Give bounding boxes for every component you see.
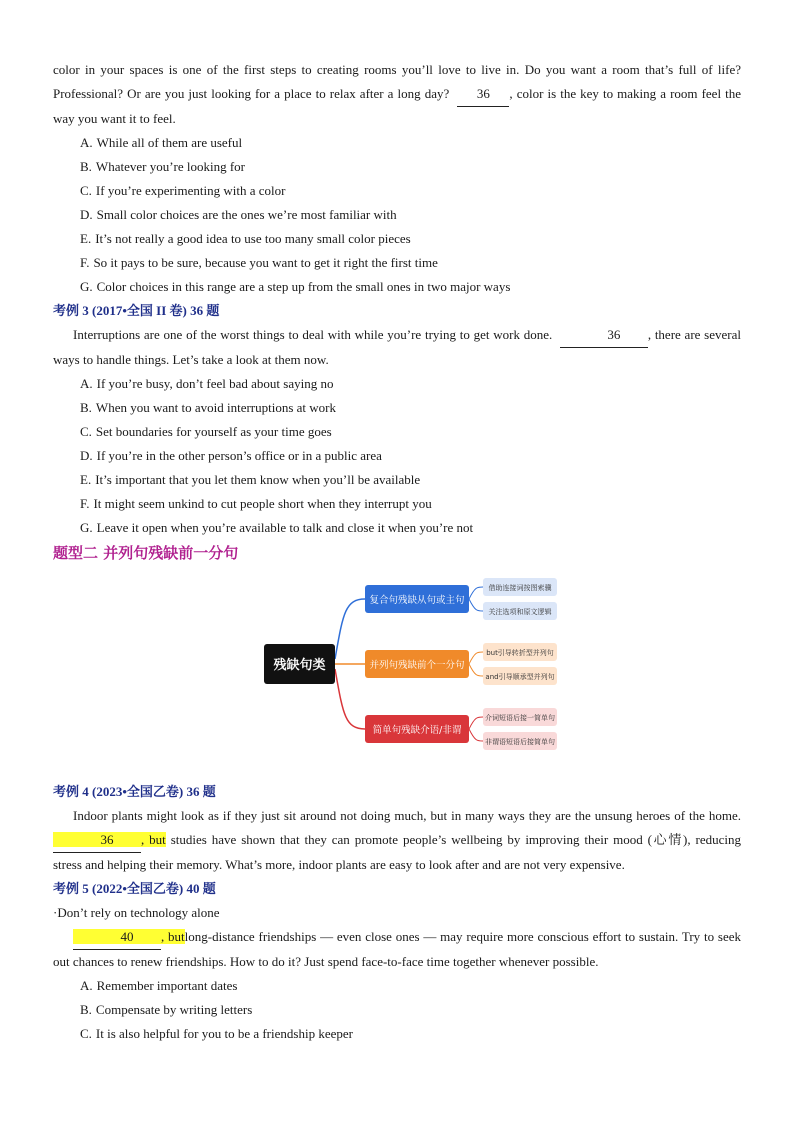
option-item[interactable] xyxy=(80,275,741,299)
option-letter: A. xyxy=(80,376,93,391)
blank-36[interactable]: 36 xyxy=(560,323,648,348)
example4-text xyxy=(53,804,741,877)
mind-map-svg xyxy=(53,574,741,774)
blank-40[interactable]: 40 xyxy=(73,925,161,950)
example3-text-b: , there are several ways to handle things. Let’s take a look at them now. xyxy=(53,327,741,367)
example4-text-a: Indoor plants might look as if they just sit around not doing much, but in many ways they are the unsung heroes of the home. xyxy=(73,808,741,823)
example3-text-a: Interruptions are one of the worst things to deal with while you’re trying to get work done. xyxy=(73,327,553,342)
leaf-connector xyxy=(469,587,483,599)
option-text: If you’re busy, don’t feel bad about saying no xyxy=(96,376,334,391)
option-item[interactable] xyxy=(80,179,741,203)
option-letter: A. xyxy=(80,135,93,150)
connector-line xyxy=(335,599,365,659)
option-letter: B. xyxy=(80,1002,92,1017)
option-letter: B. xyxy=(80,400,92,415)
option-text: Whatever you’re looking for xyxy=(95,159,246,174)
mind-map-diagram xyxy=(53,574,741,774)
blank-36[interactable]: 36 xyxy=(457,82,509,107)
option-letter: A. xyxy=(80,978,93,993)
branch-node xyxy=(365,708,557,750)
branch-node xyxy=(365,578,557,620)
leaf-connector xyxy=(469,664,483,676)
option-text: It’s not really a good idea to use too many small color pieces xyxy=(95,231,411,246)
option-item[interactable] xyxy=(80,420,741,444)
example5-subtitle: ·Don’t rely on technology alone xyxy=(53,905,220,920)
option-text: If you’re in the other person’s office or in a public area xyxy=(96,448,382,463)
option-letter: G. xyxy=(80,520,93,535)
branch-label: 并列句残缺前个一分句 xyxy=(369,660,465,671)
option-item[interactable] xyxy=(80,468,741,492)
option-item[interactable] xyxy=(80,974,741,998)
example5-heading: 考例 5 (2022•全国乙卷) 40 题 xyxy=(53,881,216,896)
leaf-label: 非谓语短语后接简单句 xyxy=(485,738,555,746)
option-letter: E. xyxy=(80,472,92,487)
branch-label: 简单句残缺介语/非谓 xyxy=(372,725,462,736)
option-text: Compensate by writing letters xyxy=(95,1002,253,1017)
conjunction-but: , but xyxy=(141,832,166,847)
option-item[interactable] xyxy=(80,444,741,468)
option-text: Remember important dates xyxy=(96,978,238,993)
option-item[interactable] xyxy=(80,372,741,396)
option-item[interactable] xyxy=(80,203,741,227)
option-text: It is also helpful for you to be a friendship keeper xyxy=(95,1026,353,1041)
option-item[interactable] xyxy=(80,396,741,420)
branch-label: 复合句残缺从句或主句 xyxy=(369,595,465,606)
leaf-connector xyxy=(469,652,483,664)
option-text: Leave it open when you’re available to talk and close it when you’re not xyxy=(96,520,474,535)
leaf-label: and引导顺承型并列句 xyxy=(485,673,555,681)
branch-node xyxy=(365,643,557,685)
option-letter: C. xyxy=(80,424,92,439)
option-item[interactable] xyxy=(80,131,741,155)
connector-line xyxy=(335,669,365,729)
leaf-label: 介词短语后接一简单句 xyxy=(485,714,555,722)
leaf-label: 借助连接词按图索骥 xyxy=(488,584,552,592)
example5-text xyxy=(53,925,741,974)
option-letter: C. xyxy=(80,183,92,198)
root-label: 残缺句类 xyxy=(273,658,326,673)
example3-options xyxy=(53,372,741,540)
blank-36[interactable]: 36 xyxy=(53,828,141,853)
passage1-options xyxy=(53,131,741,299)
example4-heading: 考例 4 (2023•全国乙卷) 36 题 xyxy=(53,784,216,799)
example3-heading: 考例 3 (2017•全国 II 卷) 36 题 xyxy=(53,303,220,318)
passage1-text-a: color in your spaces is one of the first steps to creating rooms you’ll love to live in. Do you want a room that’s full of life? Professional? Or are you just looking for a place to relax after a long day? xyxy=(53,62,741,101)
conjunction-but: , but xyxy=(161,929,185,944)
option-text: It might seem unkind to cut people short when they interrupt you xyxy=(93,496,432,511)
section-title: 题型二 并列句残缺前一分句 xyxy=(53,544,239,562)
option-letter: C. xyxy=(80,1026,92,1041)
leaf-connector xyxy=(469,599,483,611)
option-item[interactable] xyxy=(80,155,741,179)
example4-text-b: studies have shown that they can promote people’s wellbeing by improving their mood (心情), reducing stress and helping their memory. What’s more, indoor plants are easy to look after and are not very expensive. xyxy=(53,832,741,872)
option-item[interactable] xyxy=(80,492,741,516)
leaf-label: but引导转折型并列句 xyxy=(486,649,554,657)
leaf-connector xyxy=(469,729,483,741)
option-letter: G. xyxy=(80,279,93,294)
option-letter: F. xyxy=(80,496,90,511)
option-text: Set boundaries for yourself as your time goes xyxy=(95,424,332,439)
option-text: When you want to avoid interruptions at work xyxy=(95,400,337,415)
example5-options xyxy=(53,974,741,1046)
option-text: While all of them are useful xyxy=(96,135,243,150)
example3-text xyxy=(53,323,741,372)
leaf-connector xyxy=(469,717,483,729)
example5-text-b: long-distance friendships — even close ones — may require more conscious effort to sustain. Try to seek out chances to renew friendships. How to do it? Just spend face-to-face time together whenever possible. xyxy=(53,929,741,969)
document-page xyxy=(53,58,741,1046)
option-item[interactable] xyxy=(80,516,741,540)
option-item[interactable] xyxy=(80,1022,741,1046)
option-letter: D. xyxy=(80,207,93,222)
option-item[interactable] xyxy=(80,998,741,1022)
option-text: Color choices in this range are a step up from the small ones in two major ways xyxy=(96,279,511,294)
option-item[interactable] xyxy=(80,227,741,251)
passage1-text-b: , color is the key to making a room feel the way you want it to feel. xyxy=(53,86,741,126)
leaf-label: 关注选项和原文逻辑 xyxy=(488,608,552,616)
option-letter: F. xyxy=(80,255,90,270)
option-text: It’s important that you let them know when you’ll be available xyxy=(95,472,421,487)
option-letter: B. xyxy=(80,159,92,174)
option-letter: E. xyxy=(80,231,92,246)
option-text: If you’re experimenting with a color xyxy=(95,183,286,198)
option-letter: D. xyxy=(80,448,93,463)
option-item[interactable] xyxy=(80,251,741,275)
option-text: So it pays to be sure, because you want to get it right the first time xyxy=(93,255,438,270)
option-text: Small color choices are the ones we’re most familiar with xyxy=(96,207,397,222)
passage1-text xyxy=(53,58,741,131)
